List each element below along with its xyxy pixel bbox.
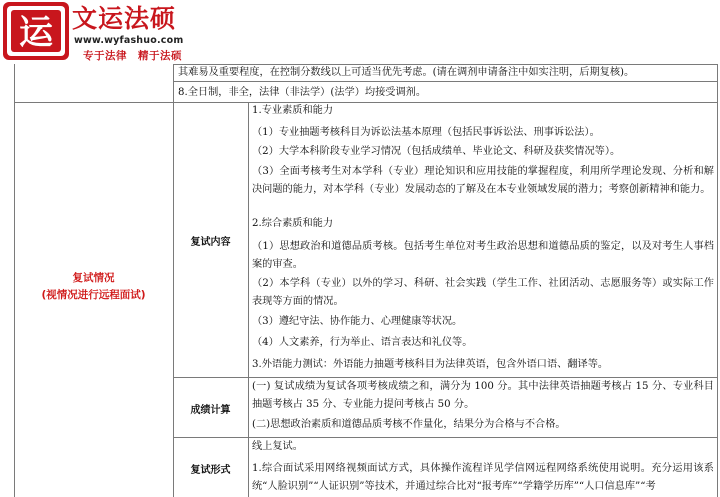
content-item: （1）专业抽题考核科目为诉讼法基本原理（包括民事诉讼法、刑事诉讼法）。 bbox=[252, 127, 600, 138]
row-divider bbox=[173, 81, 718, 82]
section-label-title: 复试情况 bbox=[72, 272, 115, 284]
sub-label-score: 成绩计算 bbox=[190, 405, 231, 416]
content-item: （3）全面考核考生对本学科（专业）理论知识和应用技能的掌握程度，利用所学理论发现、分析和解决问题的能力，对本学科（专业）发展动态的了解及在本专业领域发展的潜力；考察创新精神和能力。 bbox=[252, 166, 714, 195]
col-divider bbox=[173, 64, 174, 497]
table-row-note: 8.全日制，非全，法律（非法学）(法学）均接受调剂。 bbox=[178, 87, 427, 98]
content-item: （1）思想政治和道德品质考核。包括考生单位对考生政治思想和道德品质的鉴定，以及对考生人事档案的审查。 bbox=[252, 241, 714, 270]
content-item: 2.综合素质和能力 bbox=[252, 218, 334, 229]
logo-url[interactable]: www.wyfashuo.com bbox=[74, 35, 184, 46]
admission-table bbox=[14, 64, 718, 497]
content-item: （2）大学本科阶段专业学习情况（包括成绩单、毕业论文、科研及获奖情况等）。 bbox=[252, 146, 621, 157]
sub-label-format: 复试形式 bbox=[190, 465, 231, 476]
content-item: 1.专业素质和能力 bbox=[252, 105, 334, 116]
table-row-note: 其难易及重要程度，在控制分数线以上可适当优先考虑。(请在调剂申请备注中如实注明，后期复核)。 bbox=[178, 67, 635, 78]
logo-title: 文运法硕 bbox=[72, 4, 177, 33]
content-item: （4）人文素养，行为举止、语言表达和礼仪等。 bbox=[252, 337, 473, 348]
logo-mark-icon bbox=[3, 2, 69, 60]
logo-slogan: 专于法律 精于法硕 bbox=[83, 50, 182, 62]
section-label-subtitle: (视情况进行远程面试) bbox=[41, 289, 146, 301]
score-item: (二)思想政治素质和道德品质考核不作量化，结果分为合格与不合格。 bbox=[252, 419, 566, 430]
section-label-retest bbox=[14, 270, 173, 304]
site-logo[interactable] bbox=[0, 0, 210, 66]
format-item: 线上复试。 bbox=[252, 441, 303, 452]
score-item: (一) 复试成绩为复试各项考核成绩之和，满分为 100 分。其中法律英语抽题考核占 15 分、专业科目抽题考核占 35 分、专业能力提问考核占 50 分。 bbox=[252, 381, 714, 410]
logo-mark-char: 运 bbox=[19, 13, 53, 53]
content-item: （3）遵纪守法、协作能力、心理健康等状况。 bbox=[252, 316, 463, 327]
sub-label-content: 复试内容 bbox=[190, 237, 231, 248]
col-divider bbox=[248, 102, 249, 497]
format-item: 1.综合面试采用网络视频面试方式，具体操作流程详见学信网远程网络系统使用说明。充分运用该系统“人脸识别”“人证识别”等技术，并通过综合比对“报考库”“学籍学历库”“人口信息库”“考 bbox=[252, 463, 714, 492]
content-item: （2）本学科（专业）以外的学习、科研、社会实践（学生工作、社团活动、志愿服务等）或实际工作表现等方面的情况。 bbox=[252, 278, 714, 307]
content-item: 3.外语能力测试：外语能力抽题考核科目为法律英语，包含外语口语、翻译等。 bbox=[252, 359, 609, 370]
col-divider bbox=[717, 64, 718, 497]
